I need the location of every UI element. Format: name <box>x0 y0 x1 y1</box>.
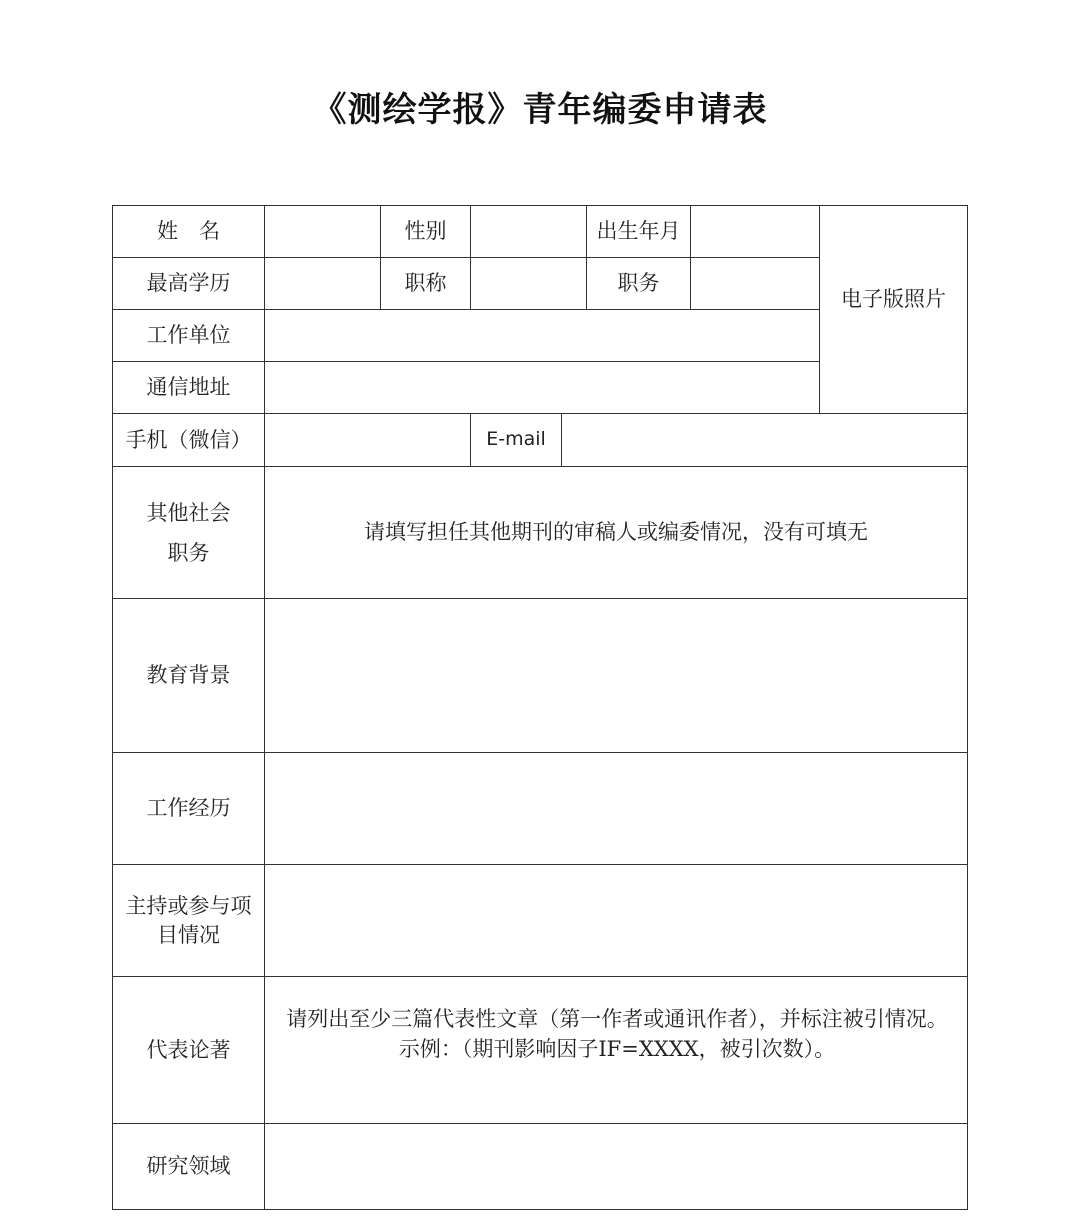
address-field[interactable] <box>265 362 820 414</box>
email-field[interactable] <box>562 414 967 466</box>
row-contact <box>113 414 968 467</box>
workplace-field[interactable] <box>265 310 820 362</box>
publications-label: 代表论著 <box>113 977 265 1124</box>
social-label-line1: 其他社会 <box>146 500 231 525</box>
photo-cell[interactable] <box>820 206 968 414</box>
publications-field[interactable] <box>265 977 968 1124</box>
projects-label <box>113 865 265 977</box>
research-label: 研究领域 <box>113 1124 265 1210</box>
name-field[interactable] <box>265 206 381 258</box>
row-name <box>113 206 968 258</box>
projects-label-line2: 目情况 <box>157 922 220 947</box>
address-label: 通信地址 <box>113 362 265 414</box>
title-label: 职称 <box>381 258 471 310</box>
work-experience-label: 工作经历 <box>113 753 265 865</box>
education-background-label: 教育背景 <box>113 599 265 753</box>
work-experience-field[interactable] <box>265 753 968 865</box>
education-label: 最高学历 <box>113 258 265 310</box>
email-label: E-mail <box>471 414 562 466</box>
social-label-line2: 职务 <box>167 540 210 565</box>
email-cell <box>471 414 968 467</box>
workplace-label: 工作单位 <box>113 310 265 362</box>
application-form-table <box>112 205 968 1210</box>
birth-field[interactable] <box>691 206 820 258</box>
position-label: 职务 <box>587 258 691 310</box>
row-social-duties <box>113 467 968 599</box>
projects-label-line1: 主持或参与项 <box>125 893 252 918</box>
phone-label: 手机（微信） <box>113 414 265 467</box>
photo-label: 电子版照片 <box>841 287 946 312</box>
education-field[interactable] <box>265 258 381 310</box>
name-label-cell <box>113 206 265 258</box>
education-background-field[interactable] <box>265 599 968 753</box>
social-duties-field[interactable] <box>265 467 968 599</box>
title-field[interactable] <box>471 258 587 310</box>
name-label: 姓 名 <box>157 219 220 244</box>
projects-field[interactable] <box>265 865 968 977</box>
social-duties-label <box>113 467 265 599</box>
row-education-background <box>113 599 968 753</box>
social-duties-hint: 请填写担任其他期刊的审稿人或编委情况，没有可填无 <box>364 520 868 545</box>
publications-hint-line2: 示例：（期刊影响因子IF=XXXX，被引次数）。 <box>398 1037 836 1061</box>
phone-field[interactable] <box>265 414 471 467</box>
gender-label: 性别 <box>381 206 471 258</box>
row-projects <box>113 865 968 977</box>
position-field[interactable] <box>691 258 820 310</box>
page-title: 《测绘学报》青年编委申请表 <box>312 90 768 130</box>
birth-label: 出生年月 <box>587 206 691 258</box>
gender-field[interactable] <box>471 206 587 258</box>
row-research <box>113 1124 968 1210</box>
row-work-experience <box>113 753 968 865</box>
publications-hint-line1: 请列出至少三篇代表性文章（第一作者或通讯作者），并标注被引情况。 <box>286 1007 948 1031</box>
row-publications <box>113 977 968 1124</box>
research-field[interactable] <box>265 1124 968 1210</box>
